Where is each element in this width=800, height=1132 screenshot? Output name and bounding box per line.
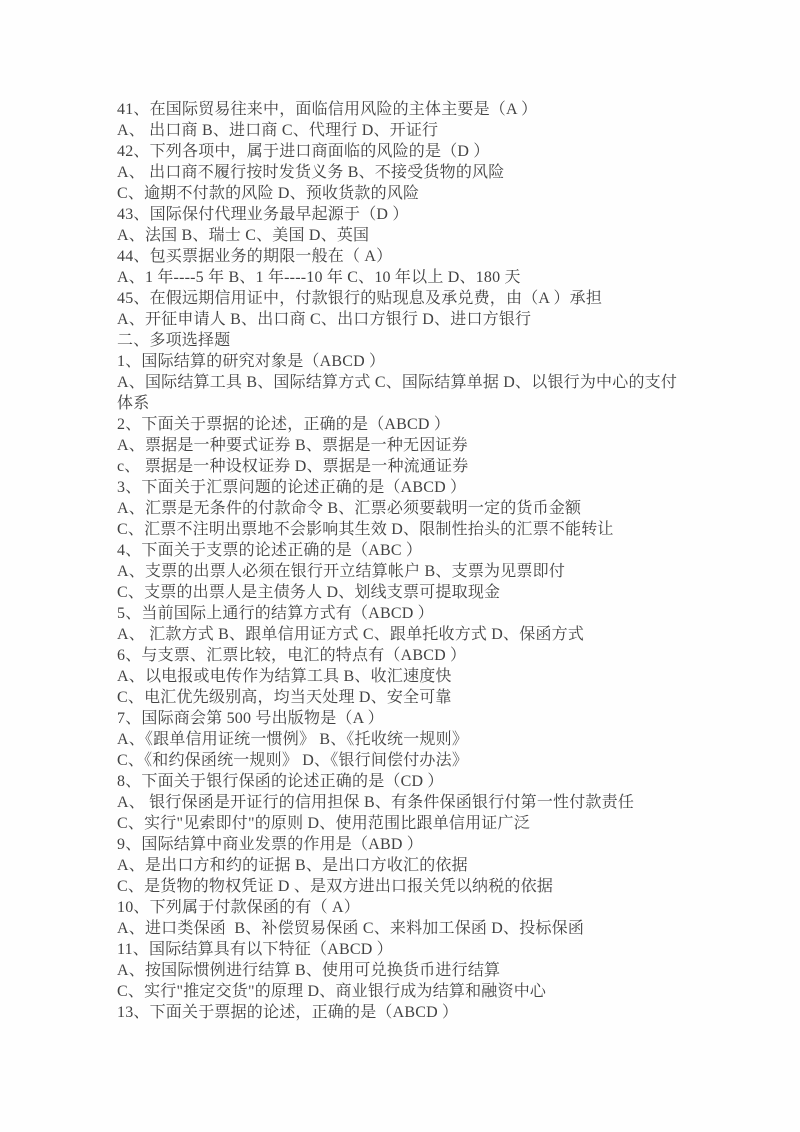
option-line: A、票据是一种要式证券 B、票据是一种无因证券	[117, 437, 468, 454]
option-line: A、汇票是无条件的付款命令 B、汇票必须要载明一定的货币金额	[117, 500, 582, 517]
option-line: A、进口类保函 B、补偿贸易保函 C、来料加工保函 D、投标保函	[117, 920, 585, 937]
question-line: 9、国际结算中商业发票的作用是（ABD ）	[117, 836, 423, 853]
option-line: A、国际结算工具 B、国际结算方式 C、国际结算单据 D、以银行为中心的支付	[117, 374, 678, 391]
option-line: C、支票的出票人是主债务人 D、划线支票可提取现金	[117, 584, 501, 601]
option-line: A、是出口方和约的证据 B、是出口方收汇的依据	[117, 857, 468, 874]
question-line: 5、当前国际上通行的结算方式有（ABCD ）	[117, 605, 434, 622]
question-line: 1、国际结算的研究对象是（ABCD ）	[117, 353, 386, 370]
option-line: A、 汇款方式 B、跟单信用证方式 C、跟单托收方式 D、保函方式	[117, 626, 585, 643]
question-line: 44、包买票据业务的期限一般在（ A）	[117, 248, 393, 265]
option-line: A、 出口商 B、进口商 C、代理行 D、开证行	[117, 122, 439, 139]
option-line: A、《跟单信用证统一惯例》 B、《托收统一规则》	[117, 731, 469, 748]
option-line: C、汇票不注明出票地不会影响其生效 D、限制性抬头的汇票不能转让	[117, 521, 614, 538]
option-line: C、实行"见索即付"的原则 D、使用范围比跟单信用证广泛	[117, 815, 530, 832]
option-line: A、开征申请人 B、出口商 C、出口方银行 D、进口方银行	[117, 311, 532, 328]
question-line: 2、下面关于票据的论述，正确的是（ABCD ）	[117, 416, 451, 433]
question-line: 6、与支票、汇票比较，电汇的特点有（ABCD ）	[117, 647, 467, 664]
question-line: 42、下列各项中，属于进口商面临的风险的是（D ）	[117, 143, 490, 160]
question-line: 4、下面关于支票的论述正确的是（ABC ）	[117, 542, 423, 559]
option-line: A、1 年----5 年 B、1 年----10 年 C、10 年以上 D、180 天	[117, 269, 521, 286]
option-line: C、实行"推定交货"的原理 D、商业银行成为结算和融资中心	[117, 983, 547, 1000]
option-line: A、以电报或电传作为结算工具 B、收汇速度快	[117, 668, 452, 685]
question-line: 11、国际结算具有以下特征（ABCD ）	[117, 941, 393, 958]
question-line: 3、下面关于汇票问题的论述正确的是（ABCD ）	[117, 479, 467, 496]
question-line: 10、下列属于付款保函的有（ A）	[117, 899, 360, 916]
question-line: 45、在假远期信用证中，付款银行的贴现息及承兑费，由（A ）承担	[117, 290, 603, 307]
question-line: 8、下面关于银行保函的论述正确的是（CD ）	[117, 773, 444, 790]
option-line: C、逾期不付款的风险 D、预收货款的风险	[117, 185, 420, 202]
section-heading: 二、多项选择题	[117, 332, 231, 349]
option-line: A、法国 B、瑞士 C、美国 D、英国	[117, 227, 370, 244]
option-line: C、是货物的物权凭证 D 、是双方进出口报关凭以纳税的依据	[117, 878, 554, 895]
question-line: 13、下面关于票据的论述，正确的是（ABCD ）	[117, 1004, 459, 1021]
question-line: 7、国际商会第 500 号出版物是（A ）	[117, 710, 384, 727]
option-line: C、《和约保函统一规则》 D、《银行间偿付办法》	[117, 752, 469, 769]
option-line: A、按国际惯例进行结算 B、使用可兑换货币进行结算	[117, 962, 501, 979]
document-content	[117, 99, 717, 1023]
option-line: A、 出口商不履行按时发货义务 B、不接受货物的风险	[117, 164, 505, 181]
option-line: c、 票据是一种设权证券 D、票据是一种流通证券	[117, 458, 469, 475]
option-line: A、支票的出票人必须在银行开立结算帐户 B、支票为见票即付	[117, 563, 566, 580]
continuation-line: 体系	[117, 395, 150, 412]
option-line: A、 银行保函是开证行的信用担保 B、有条件保函银行付第一性付款责任	[117, 794, 635, 811]
option-line: C、电汇优先级别高，均当天处理 D、安全可靠	[117, 689, 452, 706]
question-line: 41、在国际贸易往来中，面临信用风险的主体主要是（A ）	[117, 101, 538, 118]
question-line: 43、国际保付代理业务最早起源于（D ）	[117, 206, 409, 223]
